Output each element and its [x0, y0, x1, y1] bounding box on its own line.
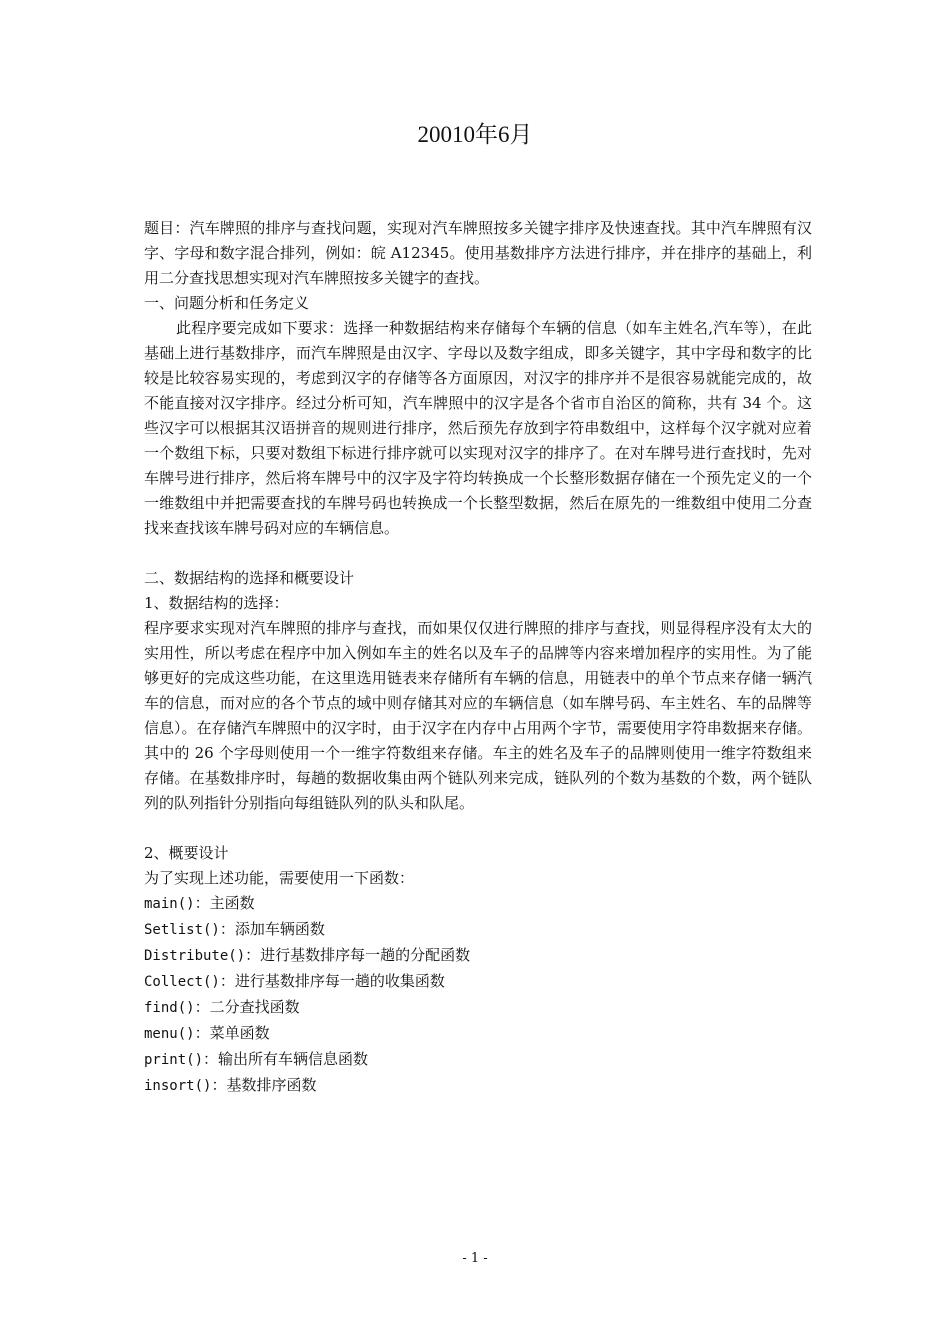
function-description: ：基数排序函数	[211, 1076, 317, 1094]
document-body	[144, 216, 812, 1099]
function-list	[144, 891, 812, 1099]
spacer	[144, 541, 812, 566]
function-item	[144, 1021, 812, 1047]
function-item	[144, 917, 812, 943]
section-2-heading: 二、数据结构的选择和概要设计	[144, 569, 355, 587]
function-item	[144, 1047, 812, 1073]
function-name: insort()	[144, 1078, 212, 1094]
problem-statement: 题目：汽车牌照的排序与查找问题，实现对汽车牌照按多关键字排序及快速查找。其中汽车牌照有汉字、字母和数字混合排列，例如：皖 A12345。使用基数排序方法进行排序，并在排序的基础上，利用二分查找思想实现对汽车牌照按多关键字的查找。	[144, 219, 812, 287]
function-description: ：进行基数排序每一趟的收集函数	[219, 972, 445, 990]
subsection-1-heading: 1、数据结构的选择：	[144, 594, 289, 612]
function-item	[144, 1073, 812, 1099]
document-date-title: 20010年6月	[417, 122, 533, 147]
page-number: - 1 -	[462, 1251, 488, 1266]
section-1-heading: 一、问题分析和任务定义	[144, 294, 310, 312]
function-description: ：二分查找函数	[194, 998, 300, 1016]
function-name: main()	[144, 896, 195, 912]
subsection-1-body: 程序要求实现对汽车牌照的排序与查找，而如果仅仅进行牌照的排序与查找，则显得程序没有太大的实用性，所以考虑在程序中加入例如车主的姓名以及车子的品牌等内容来增加程序的实用性。为了能够更好的完成这些功能，在这里选用链表来存储所有车辆的信息，用链表中的单个节点来存储一辆汽车的信息，而对应的各个节点的域中则存储其对应的车辆信息（如车牌号码、车主姓名、车的品牌等信息）。在存储汽车牌照中的汉字时，由于汉字在内存中占用两个字节，需要使用字符串数据来存储。其中的 26 个字母则使用一个一维字符数组来存储。车主的姓名及车子的品牌则使用一维字符数组来存储。在基数排序时，每趟的数据收集由两个链队列来完成，链队列的个数为基数的个数，两个链队列的队列指针分别指向每组链队列的队头和队尾。	[144, 619, 812, 812]
function-name: print()	[144, 1052, 204, 1068]
function-description: ：主函数	[194, 894, 255, 912]
function-name: Collect()	[144, 974, 220, 990]
function-description: ：菜单函数	[194, 1024, 270, 1042]
subsection-2-heading: 2、概要设计	[144, 844, 229, 862]
function-item	[144, 969, 812, 995]
function-item	[144, 995, 812, 1021]
function-description: ：输出所有车辆信息函数	[203, 1050, 369, 1068]
function-description: ：添加车辆函数	[219, 920, 325, 938]
subsection-2-intro: 为了实现上述功能，需要使用一下函数：	[144, 869, 415, 887]
function-name: Distribute()	[144, 948, 246, 964]
spacer	[144, 816, 812, 841]
function-name: find()	[144, 1000, 195, 1016]
function-item	[144, 891, 812, 917]
function-description: ：进行基数排序每一趟的分配函数	[245, 946, 471, 964]
function-name: menu()	[144, 1026, 195, 1042]
function-item	[144, 943, 812, 969]
function-name: Setlist()	[144, 922, 220, 938]
section-1-body: 此程序要完成如下要求：选择一种数据结构来存储每个车辆的信息（如车主姓名,汽车等），在此基础上进行基数排序，而汽车牌照是由汉字、字母以及数字组成，即多关键字，其中字母和数字的比较是比较容易实现的，考虑到汉字的存储等各方面原因，对汉字的排序并不是很容易就能完成的，故不能直接对汉字排序。经过分析可知，汽车牌照中的汉字是各个省市自治区的简称，共有 34 个。这些汉字可以根据其汉语拼音的规则进行排序，然后预先存放到字符串数组中，这样每个汉字就对应着一个数组下标，只要对数组下标进行排序就可以实现对汉字的排序了。在对车牌号进行查找时，先对车牌号进行排序，然后将车牌号中的汉字及字符均转换成一个长整形数据存储在一个预先定义的一个一维数组中并把需要查找的车牌号码也转换成一个长整型数据，然后在原先的一维数组中使用二分查找来查找该车牌号码对应的车辆信息。	[144, 319, 812, 537]
